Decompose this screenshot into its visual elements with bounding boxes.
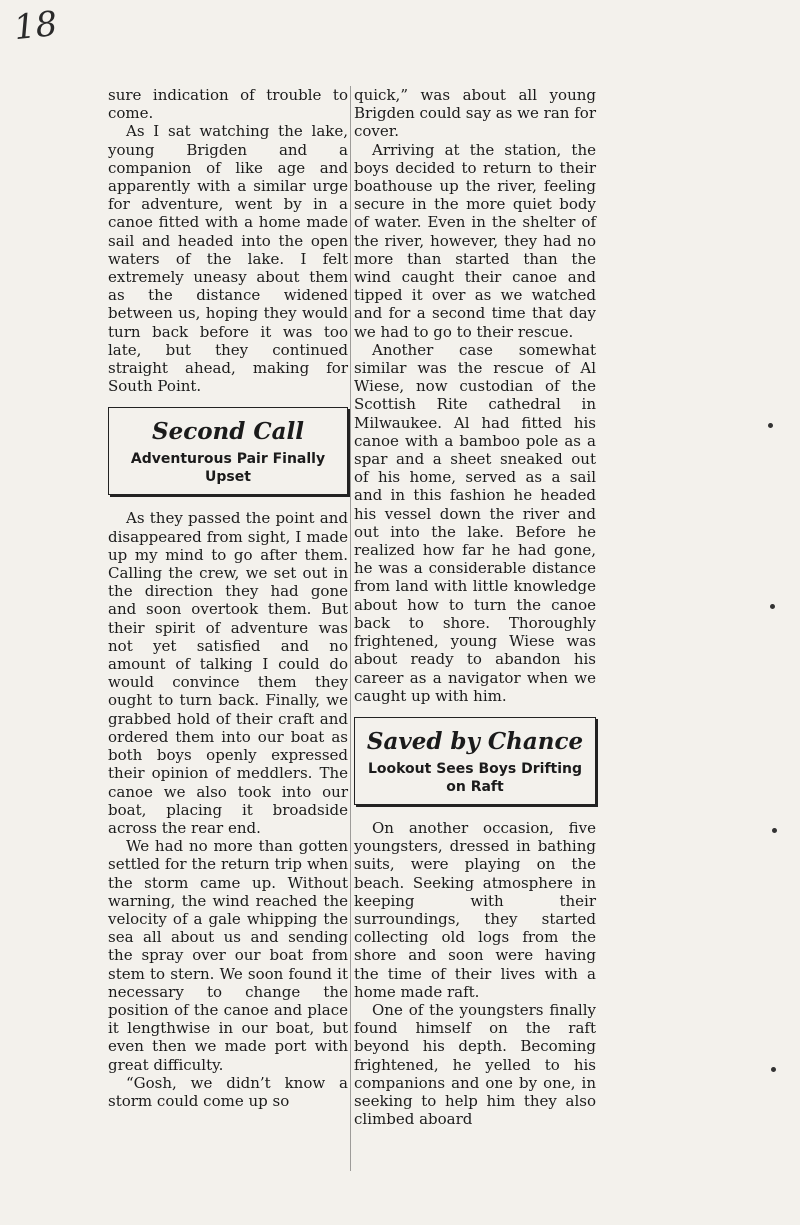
paragraph: As I sat watching the lake, young Brigden and a companion of like age and apparently with a similar urge for adventure, went by in a canoe fitted with a home made sail and headed into the open waters of the lake. I felt extremely uneasy about them as the distance widened between us, hoping they would turn back before it was too late, but they continued straight ahead, making for South Point. [108, 122, 348, 396]
subhead-box-second-call [108, 407, 348, 495]
paragraph: “Gosh, we didn’t know a storm could come up so [108, 1073, 348, 1110]
box-headline: Second Call [151, 418, 305, 446]
scan-speck [771, 1067, 776, 1072]
paragraph: Arriving at the station, the boys decided to return to their boathouse up the river, feeling secure in the more quiet body of water. Even in the shelter of the river, however, they had no more than started than the wind caught their canoe and tipped it over as we watched and for a second time that day we had to go to their rescue. [354, 140, 596, 341]
right-column [354, 86, 596, 1128]
paragraph: sure indication of trouble to come. [108, 86, 348, 123]
paragraph: Another case somewhat similar was the rescue of Al Wiese, now custodian of the Scottish Rite cathedral in Milwaukee. Al had fitted his canoe with a bamboo pole as a spar and a sheet sneaked out of his home, served as a sail and in this fashion he headed his vessel down the river and out into the lake. Before he realized how far he had gone, he was a considerable distance from land with little knowledge about how to turn the canoe back to shore. Thoroughly frightened, young Wiese was about ready to abandon his career as a navigator when we caught up with him. [354, 340, 596, 705]
paragraph: As they passed the point and disappeared from sight, I made up my mind to go after them. Calling the crew, we set out in the direction they had gone and soon overtook them. But their spirit of adventure was not yet satisfied and no amount of talking I could do would convince them they ought to turn back. Finally, we grabbed hold of their craft and ordered them into our boat as both boys openly expressed their opinion of meddlers. The canoe we also took into our boat, placing it broadside across the rear end. [108, 509, 348, 837]
scan-speck [768, 423, 773, 428]
paragraph: On another occasion, five youngsters, dressed in bathing suits, were playing on the beach. Seeking atmosphere in keeping with their surroundings, they started collecting old logs from the shore and soon were having the time of their lives with a home made raft. [354, 818, 596, 1001]
box-subhead: Adventurous Pair Finally Upset [130, 451, 326, 486]
paragraph: quick,” was about all young Brigden could say as we ran for cover. [354, 86, 596, 141]
scan-speck [772, 828, 777, 833]
box-headline: Saved by Chance [366, 727, 584, 755]
left-column [108, 86, 348, 1110]
scan-speck [770, 604, 775, 609]
box-subhead: Lookout Sees Boys Drifting on Raft [367, 760, 583, 795]
column-divider [350, 86, 351, 1171]
page-number: 18 [12, 3, 60, 49]
paragraph: One of the youngsters finally found himself on the raft beyond his depth. Becoming frightened, he yelled to his companions and one by one, in seeking to help him they also climbed aboard [354, 1000, 596, 1129]
subhead-box-saved-by-chance [354, 717, 596, 805]
paragraph: We had no more than gotten settled for the return trip when the storm came up. Without warning, the wind reached the velocity of a gale whipping the sea all about us and sending the spray over our boat from stem to stern. We soon found it necessary to change the position of the canoe and place it lengthwise in our boat, but even then we made port with great difficulty. [108, 837, 348, 1074]
